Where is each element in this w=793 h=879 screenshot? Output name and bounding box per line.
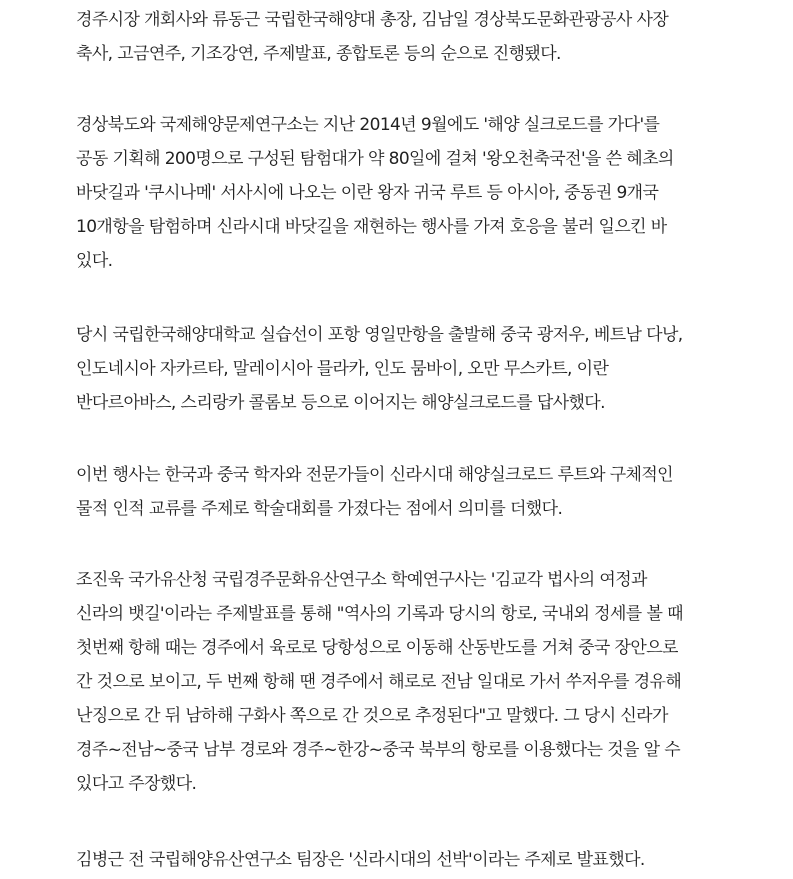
paragraph-line: 간 것으로 보이고, 두 번째 항해 땐 경주에서 해로로 전남 일대로 가서 쑤저우를 경유해 — [76, 672, 682, 692]
paragraph-line: 바닷길과 '쿠시나메' 서사시에 나오는 이란 왕자 귀국 루트 등 아시아, 중동권 9개국 — [76, 183, 659, 203]
paragraph-presentation-kim — [76, 843, 645, 877]
paragraph-training-ship-route — [76, 318, 683, 420]
paragraph-line: 첫번째 항해 때는 경주에서 육로로 당항성으로 이동해 산동반도를 거쳐 중국 장안으로 — [76, 638, 678, 658]
paragraph-line: 신라의 뱃길'이라는 주제발표를 통해 "역사의 기록과 당시의 항로, 국내외 정세를 볼 때 — [76, 604, 683, 624]
paragraph-2014-expedition — [76, 108, 674, 278]
paragraph-line: 축사, 고금연주, 기조강연, 주제발표, 종합토론 등의 순으로 진행됐다. — [76, 44, 561, 64]
paragraph-event-significance — [76, 458, 673, 526]
paragraph-line: 난징으로 간 뒤 남하해 구화사 쪽으로 간 것으로 추정된다"고 말했다. 그 당시 신라가 — [76, 706, 668, 726]
paragraph-line: 경주시장 개회사와 류동근 국립한국해양대 총장, 김남일 경상북도문화관광공사 사장 — [76, 10, 669, 30]
paragraph-ceremony-order — [76, 3, 668, 71]
paragraph-line: 반다르아바스, 스리랑카 콜롬보 등으로 이어지는 해양실크로드를 답사했다. — [76, 393, 605, 413]
paragraph-line: 경주~전남~중국 남부 경로와 경주~한강~중국 북부의 항로를 이용했다는 것을 알 수 — [76, 740, 681, 760]
paragraph-line: 이번 행사는 한국과 중국 학자와 전문가들이 신라시대 해양실크로드 루트와 구체적인 — [76, 465, 674, 485]
paragraph-line: 조진욱 국가유산청 국립경주문화유산연구소 학예연구사는 '김교각 법사의 여정과 — [76, 570, 647, 590]
paragraph-line: 경상북도와 국제해양문제연구소는 지난 2014년 9월에도 '해양 실크로드를 가다'를 — [76, 115, 660, 135]
paragraph-line: 물적 인적 교류를 주제로 학술대회를 가졌다는 점에서 의미를 더했다. — [76, 499, 563, 519]
paragraph-line: 10개항을 탐험하며 신라시대 바닷길을 재현하는 행사를 가져 호응을 불러 일으킨 바 — [76, 217, 667, 237]
paragraph-line: 공동 기획해 200명으로 구성된 탐험대가 약 80일에 걸쳐 '왕오천축국전'을 쓴 혜초의 — [76, 149, 674, 169]
paragraph-line: 당시 국립한국해양대학교 실습선이 포항 영일만항을 출발해 중국 광저우, 베트남 다낭, — [76, 325, 683, 345]
paragraph-line: 있다고 주장했다. — [76, 774, 197, 794]
paragraph-line: 김병근 전 국립해양유산연구소 팀장은 '신라시대의 선박'이라는 주제로 발표했다. — [76, 850, 645, 870]
paragraph-line: 인도네시아 자카르타, 말레이시아 믈라카, 인도 뭄바이, 오만 무스카트, 이란 — [76, 359, 609, 379]
paragraph-presentation-jo — [76, 563, 683, 801]
paragraph-line: 있다. — [76, 251, 113, 271]
